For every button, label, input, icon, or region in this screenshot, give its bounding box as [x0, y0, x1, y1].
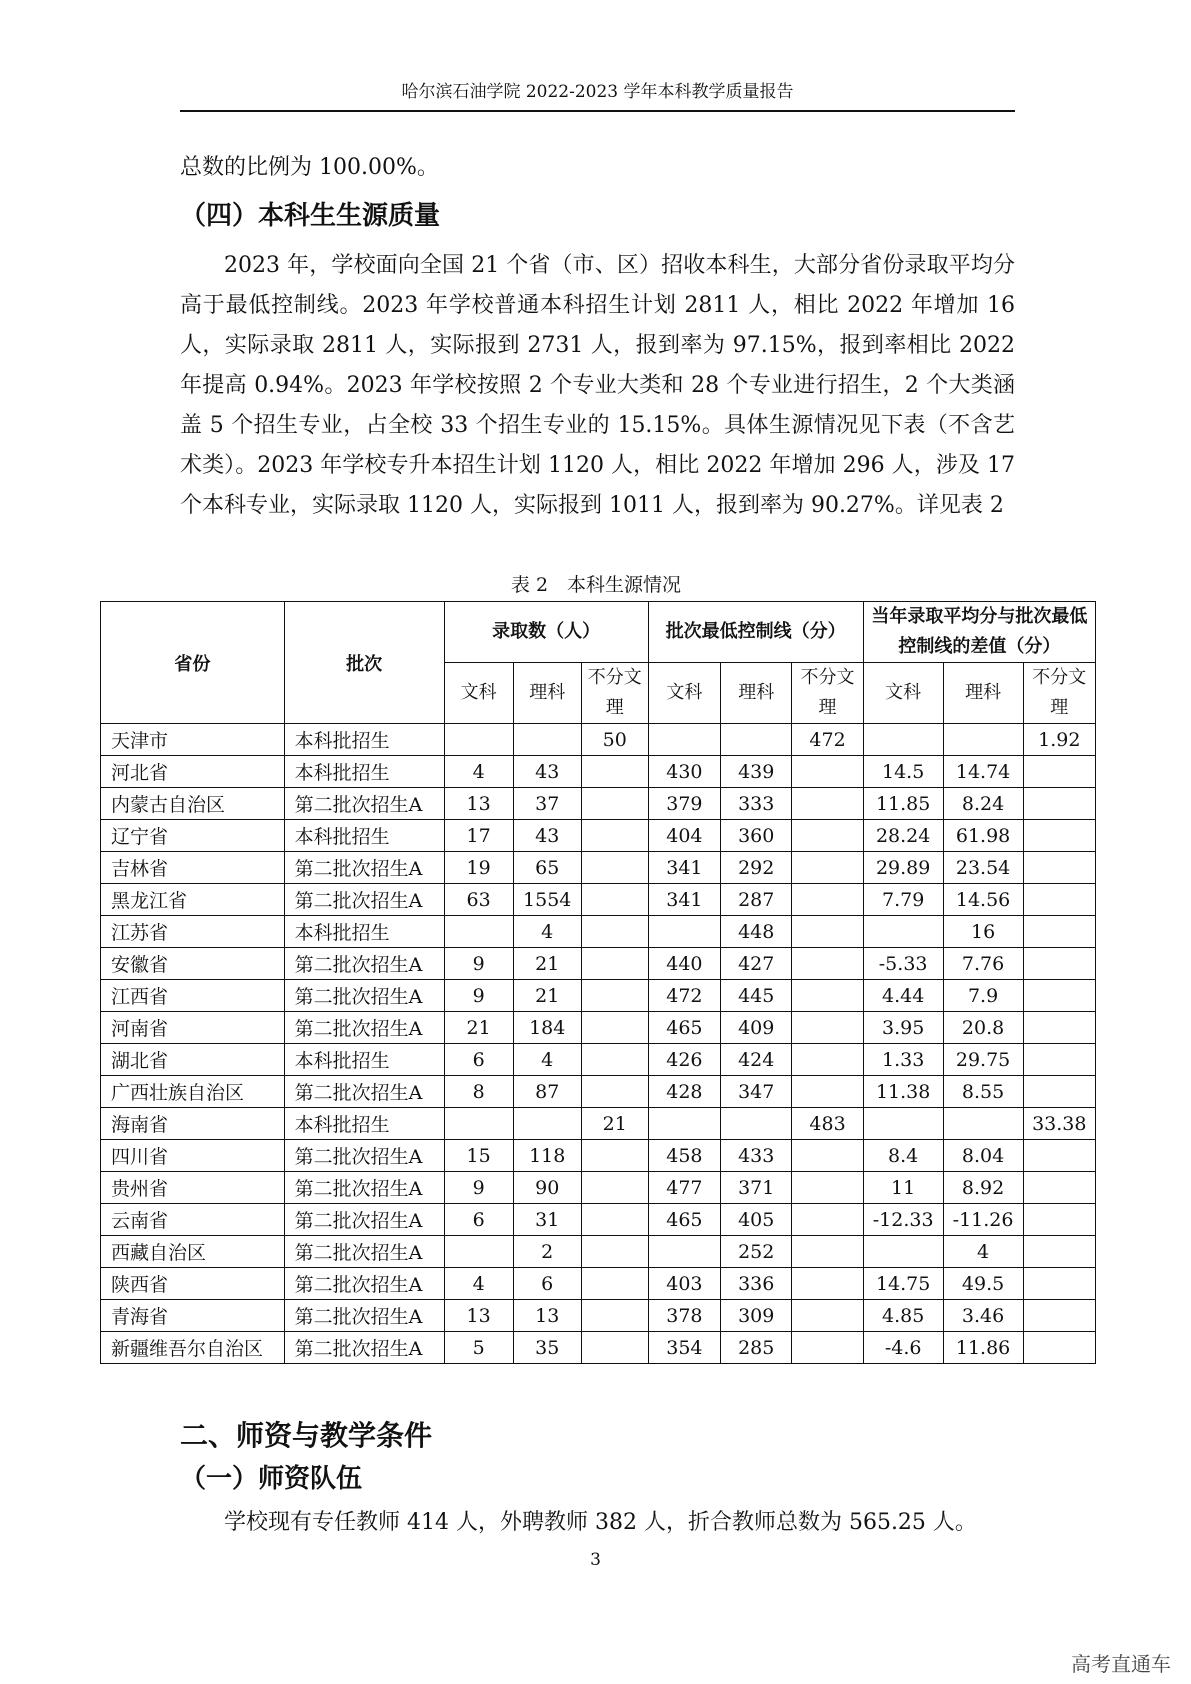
cell-diff-science: 8.55	[943, 1076, 1023, 1108]
cell-minline-science: 336	[721, 1268, 792, 1300]
cell-admitted-science: 31	[513, 1204, 581, 1236]
cell-admitted-science: 2	[513, 1236, 581, 1268]
cell-admitted-combined	[581, 1140, 648, 1172]
table-row	[101, 948, 1096, 980]
cell-admitted-science	[513, 724, 581, 756]
cell-batch: 第二批次招生A	[284, 1140, 444, 1172]
cell-diff-science: 14.74	[943, 756, 1023, 788]
table-row	[101, 1300, 1096, 1332]
cell-admitted-combined	[581, 948, 648, 980]
cell-province: 广西壮族自治区	[101, 1076, 285, 1108]
page-number: 3	[590, 1550, 601, 1570]
table-row	[101, 1108, 1096, 1140]
cell-diff-combined	[1023, 1012, 1095, 1044]
cell-diff-arts: 11.38	[863, 1076, 943, 1108]
faculty-paragraph: 学校现有专任教师 414 人，外聘教师 382 人，折合教师总数为 565.25 人。	[224, 1510, 977, 1535]
cell-admitted-science: 43	[513, 820, 581, 852]
table-row	[101, 756, 1096, 788]
cell-province: 海南省	[101, 1108, 285, 1140]
cell-minline-combined	[792, 852, 863, 884]
cell-diff-combined	[1023, 820, 1095, 852]
cell-admitted-combined	[581, 916, 648, 948]
cell-minline-science: 448	[721, 916, 792, 948]
cell-diff-combined	[1023, 1204, 1095, 1236]
cell-minline-arts: 403	[648, 1268, 720, 1300]
cell-diff-science: 61.98	[943, 820, 1023, 852]
cell-diff-arts: 29.89	[863, 852, 943, 884]
cell-admitted-arts	[444, 916, 513, 948]
cell-admitted-science: 4	[513, 916, 581, 948]
cell-minline-combined	[792, 1236, 863, 1268]
header-science: 理科	[513, 663, 581, 724]
cell-batch: 本科批招生	[284, 756, 444, 788]
cell-admitted-arts: 19	[444, 852, 513, 884]
cell-minline-arts: 341	[648, 852, 720, 884]
table-row	[101, 788, 1096, 820]
cell-batch: 第二批次招生A	[284, 1332, 444, 1364]
cell-diff-combined	[1023, 1300, 1095, 1332]
cell-province: 黑龙江省	[101, 884, 285, 916]
cell-batch: 本科批招生	[284, 1108, 444, 1140]
header-combined: 不分文理	[1023, 663, 1095, 724]
cell-diff-arts: 3.95	[863, 1012, 943, 1044]
cell-minline-combined: 472	[792, 724, 863, 756]
intro-fragment: 总数的比例为 100.00%。	[180, 155, 439, 180]
cell-minline-arts: 341	[648, 884, 720, 916]
cell-diff-science: 49.5	[943, 1268, 1023, 1300]
cell-diff-arts: 11	[863, 1172, 943, 1204]
cell-batch: 第二批次招生A	[284, 948, 444, 980]
cell-minline-combined	[792, 820, 863, 852]
cell-minline-combined	[792, 1300, 863, 1332]
cell-minline-arts: 465	[648, 1012, 720, 1044]
cell-admitted-combined	[581, 756, 648, 788]
cell-minline-science: 360	[721, 820, 792, 852]
cell-diff-arts: -5.33	[863, 948, 943, 980]
cell-admitted-science: 65	[513, 852, 581, 884]
cell-diff-arts: 11.85	[863, 788, 943, 820]
cell-diff-science: 8.92	[943, 1172, 1023, 1204]
cell-minline-combined	[792, 980, 863, 1012]
cell-admitted-science: 35	[513, 1332, 581, 1364]
cell-province: 江西省	[101, 980, 285, 1012]
cell-province: 贵州省	[101, 1172, 285, 1204]
table-row	[101, 820, 1096, 852]
cell-minline-arts	[648, 724, 720, 756]
cell-batch: 第二批次招生A	[284, 980, 444, 1012]
cell-admitted-combined	[581, 1044, 648, 1076]
cell-province: 天津市	[101, 724, 285, 756]
cell-admitted-science: 4	[513, 1044, 581, 1076]
cell-admitted-science: 1554	[513, 884, 581, 916]
cell-minline-science: 371	[721, 1172, 792, 1204]
cell-province: 河南省	[101, 1012, 285, 1044]
cell-minline-arts: 428	[648, 1076, 720, 1108]
cell-province: 湖北省	[101, 1044, 285, 1076]
cell-admitted-science: 90	[513, 1172, 581, 1204]
cell-minline-science: 287	[721, 884, 792, 916]
cell-admitted-combined	[581, 980, 648, 1012]
cell-diff-arts: 7.79	[863, 884, 943, 916]
cell-admitted-combined: 50	[581, 724, 648, 756]
cell-diff-combined	[1023, 1172, 1095, 1204]
cell-minline-arts: 458	[648, 1140, 720, 1172]
cell-province: 陕西省	[101, 1268, 285, 1300]
header-rule	[180, 110, 1015, 112]
header-combined: 不分文理	[581, 663, 648, 724]
cell-minline-arts: 354	[648, 1332, 720, 1364]
table-body	[101, 724, 1096, 1364]
section-paragraph-student-source: 2023 年，学校面向全国 21 个省（市、区）招收本科生，大部分省份录取平均分高于最低控制线。2023 年学校普通本科招生计划 2811 人，相比 2022 年增加 16 人，实际录取 2811 人，实际报到 2731 人，报到率为 97.15%，报到率相比 2022 年提高 0.94%。2023 年学校按照 2 个专业大类和 28 个专业进行招生，2 个大类涵盖 5 个招生专业，占全校 33 个招生专业的 15.15%。具体生源情况见下表（不含艺术类）。2023 年学校专升本招生计划 1120 人，相比 2022 年增加 296 人，涉及 17 个本科专业，实际录取 1120 人，实际报到 1011 人，报到率为 90.27%。详见表 2	[180, 253, 1015, 518]
header-arts: 文科	[444, 663, 513, 724]
cell-minline-science: 333	[721, 788, 792, 820]
cell-admitted-combined	[581, 852, 648, 884]
cell-province: 内蒙古自治区	[101, 788, 285, 820]
cell-batch: 第二批次招生A	[284, 1300, 444, 1332]
cell-diff-arts: 4.44	[863, 980, 943, 1012]
cell-batch: 第二批次招生A	[284, 1076, 444, 1108]
table-header-row-1	[101, 602, 1096, 663]
cell-diff-combined	[1023, 980, 1095, 1012]
cell-admitted-arts: 13	[444, 1300, 513, 1332]
cell-admitted-arts: 8	[444, 1076, 513, 1108]
cell-minline-arts: 477	[648, 1172, 720, 1204]
running-header: 哈尔滨石油学院 2022-2023 学年本科教学质量报告	[401, 82, 794, 102]
cell-batch: 本科批招生	[284, 820, 444, 852]
table-row	[101, 1332, 1096, 1364]
cell-minline-combined	[792, 788, 863, 820]
cell-diff-arts: 14.5	[863, 756, 943, 788]
cell-minline-combined	[792, 1268, 863, 1300]
table-caption: 表 2 本科生源情况	[510, 574, 682, 596]
cell-diff-science: 4	[943, 1236, 1023, 1268]
cell-admitted-science: 21	[513, 980, 581, 1012]
cell-diff-arts: 28.24	[863, 820, 943, 852]
cell-diff-combined	[1023, 756, 1095, 788]
cell-diff-science: 14.56	[943, 884, 1023, 916]
cell-minline-combined	[792, 1076, 863, 1108]
cell-batch: 第二批次招生A	[284, 1172, 444, 1204]
cell-admitted-combined	[581, 1332, 648, 1364]
cell-diff-science: -11.26	[943, 1204, 1023, 1236]
cell-admitted-arts: 17	[444, 820, 513, 852]
header-batch: 批次	[284, 602, 444, 724]
cell-minline-arts: 472	[648, 980, 720, 1012]
cell-province: 四川省	[101, 1140, 285, 1172]
cell-admitted-science: 87	[513, 1076, 581, 1108]
table-row	[101, 1140, 1096, 1172]
cell-admitted-arts: 9	[444, 1172, 513, 1204]
cell-minline-arts	[648, 1236, 720, 1268]
cell-province: 西藏自治区	[101, 1236, 285, 1268]
cell-diff-combined: 1.92	[1023, 724, 1095, 756]
cell-diff-combined: 33.38	[1023, 1108, 1095, 1140]
cell-batch: 第二批次招生A	[284, 1268, 444, 1300]
cell-admitted-combined	[581, 820, 648, 852]
subsection-heading-faculty-team: （一）师资队伍	[180, 1464, 363, 1494]
table-row	[101, 1044, 1096, 1076]
cell-diff-science: 8.04	[943, 1140, 1023, 1172]
cell-admitted-science: 118	[513, 1140, 581, 1172]
cell-batch: 第二批次招生A	[284, 1012, 444, 1044]
cell-minline-combined	[792, 1012, 863, 1044]
table-row	[101, 852, 1096, 884]
cell-minline-combined	[792, 1204, 863, 1236]
cell-minline-combined	[792, 1140, 863, 1172]
cell-province: 河北省	[101, 756, 285, 788]
cell-admitted-science	[513, 1108, 581, 1140]
cell-admitted-arts	[444, 1108, 513, 1140]
cell-admitted-combined	[581, 1204, 648, 1236]
chapter-heading-faculty: 二、师资与教学条件	[180, 1419, 433, 1452]
cell-admitted-arts	[444, 724, 513, 756]
cell-admitted-science: 21	[513, 948, 581, 980]
cell-admitted-arts: 5	[444, 1332, 513, 1364]
cell-minline-science: 424	[721, 1044, 792, 1076]
cell-minline-combined	[792, 1172, 863, 1204]
table-row	[101, 980, 1096, 1012]
cell-minline-combined	[792, 756, 863, 788]
cell-admitted-science: 43	[513, 756, 581, 788]
cell-diff-combined	[1023, 852, 1095, 884]
cell-diff-science: 11.86	[943, 1332, 1023, 1364]
cell-batch: 第二批次招生A	[284, 788, 444, 820]
cell-diff-arts	[863, 724, 943, 756]
cell-admitted-combined	[581, 884, 648, 916]
cell-admitted-arts: 6	[444, 1204, 513, 1236]
cell-batch: 第二批次招生A	[284, 852, 444, 884]
table-row	[101, 1012, 1096, 1044]
cell-minline-arts: 430	[648, 756, 720, 788]
cell-province: 安徽省	[101, 948, 285, 980]
cell-batch: 第二批次招生A	[284, 1204, 444, 1236]
section-heading-student-source: （四）本科生生源质量	[180, 201, 441, 231]
cell-minline-science	[721, 1108, 792, 1140]
cell-admitted-arts: 15	[444, 1140, 513, 1172]
cell-diff-combined	[1023, 1268, 1095, 1300]
cell-diff-science: 3.46	[943, 1300, 1023, 1332]
header-arts: 文科	[648, 663, 720, 724]
header-science: 理科	[721, 663, 792, 724]
cell-admitted-combined: 21	[581, 1108, 648, 1140]
cell-batch: 本科批招生	[284, 916, 444, 948]
cell-admitted-arts: 63	[444, 884, 513, 916]
table-row	[101, 1236, 1096, 1268]
cell-admitted-arts: 13	[444, 788, 513, 820]
cell-diff-combined	[1023, 884, 1095, 916]
cell-admitted-science: 13	[513, 1300, 581, 1332]
cell-minline-combined	[792, 884, 863, 916]
cell-batch: 本科批招生	[284, 1044, 444, 1076]
cell-province: 新疆维吾尔自治区	[101, 1332, 285, 1364]
cell-diff-combined	[1023, 1140, 1095, 1172]
table-row	[101, 1268, 1096, 1300]
cell-diff-science: 20.8	[943, 1012, 1023, 1044]
cell-minline-science: 309	[721, 1300, 792, 1332]
table-row	[101, 1172, 1096, 1204]
cell-admitted-arts: 4	[444, 1268, 513, 1300]
header-min-line: 批次最低控制线（分）	[648, 602, 863, 663]
cell-minline-combined: 483	[792, 1108, 863, 1140]
cell-minline-arts: 426	[648, 1044, 720, 1076]
table-row	[101, 884, 1096, 916]
header-diff: 当年录取平均分与批次最低控制线的差值（分）	[863, 602, 1095, 663]
cell-minline-science	[721, 724, 792, 756]
table-row	[101, 724, 1096, 756]
cell-minline-arts: 379	[648, 788, 720, 820]
cell-admitted-arts: 9	[444, 948, 513, 980]
cell-diff-combined	[1023, 788, 1095, 820]
watermark: 高考直通车	[1071, 1652, 1171, 1676]
cell-diff-combined	[1023, 948, 1095, 980]
cell-minline-science: 252	[721, 1236, 792, 1268]
cell-minline-science: 433	[721, 1140, 792, 1172]
cell-diff-arts: 4.85	[863, 1300, 943, 1332]
cell-admitted-combined	[581, 1236, 648, 1268]
cell-diff-science: 7.9	[943, 980, 1023, 1012]
cell-admitted-combined	[581, 1076, 648, 1108]
cell-diff-arts: 8.4	[863, 1140, 943, 1172]
cell-diff-combined	[1023, 1076, 1095, 1108]
cell-diff-combined	[1023, 1044, 1095, 1076]
cell-admitted-arts: 21	[444, 1012, 513, 1044]
cell-province: 云南省	[101, 1204, 285, 1236]
cell-minline-science: 409	[721, 1012, 792, 1044]
table-row	[101, 1076, 1096, 1108]
cell-minline-arts: 404	[648, 820, 720, 852]
cell-minline-arts	[648, 916, 720, 948]
cell-minline-arts: 378	[648, 1300, 720, 1332]
header-science: 理科	[943, 663, 1023, 724]
cell-diff-combined	[1023, 1332, 1095, 1364]
cell-diff-science: 23.54	[943, 852, 1023, 884]
cell-province: 吉林省	[101, 852, 285, 884]
cell-admitted-combined	[581, 1172, 648, 1204]
cell-minline-combined	[792, 1332, 863, 1364]
cell-minline-science: 427	[721, 948, 792, 980]
cell-diff-science	[943, 724, 1023, 756]
cell-diff-science: 16	[943, 916, 1023, 948]
header-combined: 不分文理	[792, 663, 863, 724]
cell-minline-science: 347	[721, 1076, 792, 1108]
cell-diff-arts	[863, 1108, 943, 1140]
cell-diff-science: 7.76	[943, 948, 1023, 980]
cell-admitted-science: 37	[513, 788, 581, 820]
header-province: 省份	[101, 602, 285, 724]
cell-diff-arts: -4.6	[863, 1332, 943, 1364]
cell-province: 江苏省	[101, 916, 285, 948]
header-arts: 文科	[863, 663, 943, 724]
cell-admitted-combined	[581, 788, 648, 820]
cell-diff-science	[943, 1108, 1023, 1140]
student-source-table	[100, 601, 1096, 1364]
cell-diff-combined	[1023, 1236, 1095, 1268]
cell-admitted-arts	[444, 1236, 513, 1268]
cell-admitted-science: 184	[513, 1012, 581, 1044]
cell-admitted-arts: 6	[444, 1044, 513, 1076]
cell-admitted-science: 6	[513, 1268, 581, 1300]
cell-minline-arts	[648, 1108, 720, 1140]
cell-minline-science: 405	[721, 1204, 792, 1236]
cell-diff-science: 29.75	[943, 1044, 1023, 1076]
cell-minline-arts: 465	[648, 1204, 720, 1236]
cell-minline-arts: 440	[648, 948, 720, 980]
cell-diff-arts: 1.33	[863, 1044, 943, 1076]
header-admitted: 录取数（人）	[444, 602, 648, 663]
cell-minline-science: 285	[721, 1332, 792, 1364]
cell-minline-combined	[792, 1044, 863, 1076]
cell-diff-arts: -12.33	[863, 1204, 943, 1236]
cell-batch: 本科批招生	[284, 724, 444, 756]
cell-minline-science: 439	[721, 756, 792, 788]
table-row	[101, 916, 1096, 948]
cell-diff-arts	[863, 916, 943, 948]
cell-batch: 第二批次招生A	[284, 1236, 444, 1268]
cell-admitted-combined	[581, 1012, 648, 1044]
cell-admitted-combined	[581, 1268, 648, 1300]
cell-admitted-arts: 9	[444, 980, 513, 1012]
cell-admitted-arts: 4	[444, 756, 513, 788]
cell-minline-combined	[792, 916, 863, 948]
cell-diff-arts	[863, 1236, 943, 1268]
cell-admitted-combined	[581, 1300, 648, 1332]
cell-province: 青海省	[101, 1300, 285, 1332]
cell-diff-science: 8.24	[943, 788, 1023, 820]
cell-diff-combined	[1023, 916, 1095, 948]
cell-diff-arts: 14.75	[863, 1268, 943, 1300]
cell-batch: 第二批次招生A	[284, 884, 444, 916]
cell-minline-combined	[792, 948, 863, 980]
cell-minline-science: 292	[721, 852, 792, 884]
cell-province: 辽宁省	[101, 820, 285, 852]
table-row	[101, 1204, 1096, 1236]
cell-minline-science: 445	[721, 980, 792, 1012]
